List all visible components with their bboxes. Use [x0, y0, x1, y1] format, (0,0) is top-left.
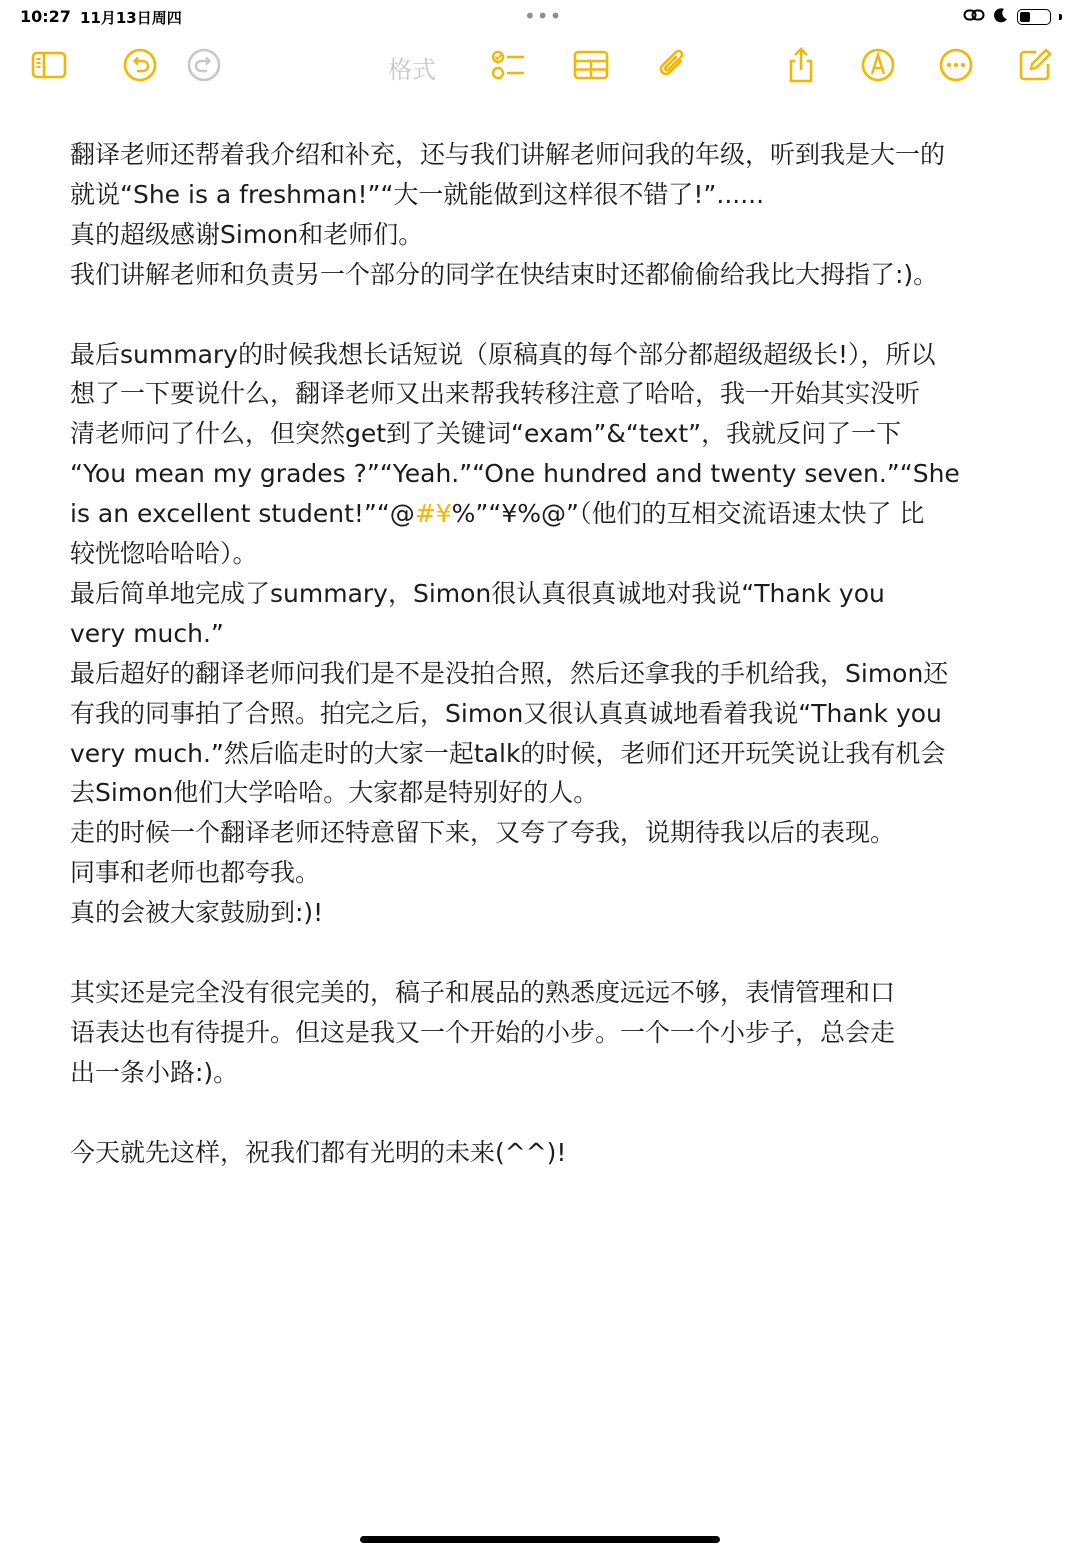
- note-line: 去Simon他们大学哈哈。大家都是特别好的人。: [70, 778, 599, 808]
- note-line: 走的时候一个翻译老师还特意留下来，又夸了夸我，说期待我以后的表现。: [70, 818, 896, 848]
- attachment-button[interactable]: [651, 40, 695, 90]
- redo-icon: [185, 46, 223, 84]
- compose-icon: [1016, 46, 1054, 84]
- home-indicator[interactable]: [360, 1536, 720, 1543]
- link-icon: [963, 7, 985, 27]
- table-button[interactable]: [569, 40, 613, 90]
- moon-icon: [993, 7, 1009, 27]
- share-icon: [782, 46, 820, 84]
- status-date: 11月13日周四: [80, 9, 182, 27]
- status-icons: [963, 7, 1062, 27]
- notes-toolbar: [0, 40, 1080, 92]
- undo-button[interactable]: [118, 40, 162, 90]
- blank-line: [70, 933, 1020, 973]
- note-line: 最后summary的时候我想长话短说（原稿真的每个部分都超级超级长!），所以: [70, 339, 936, 369]
- more-button[interactable]: [934, 40, 978, 90]
- sidebar-icon: [30, 46, 68, 84]
- blank-line: [70, 295, 1020, 335]
- status-bar: [0, 0, 1080, 34]
- note-line: 真的会被大家鼓励到:)!: [70, 898, 324, 928]
- note-line: 同事和老师也都夸我。: [70, 858, 321, 888]
- format-button[interactable]: 格式: [388, 56, 436, 84]
- note-line: 今天就先这样，祝我们都有光明的未来(^^)!: [70, 1137, 567, 1167]
- blank-line: [70, 1093, 1020, 1133]
- redo-button[interactable]: [182, 40, 226, 90]
- share-button[interactable]: [779, 40, 823, 90]
- note-line: 语表达也有待提升。但这是我又一个开始的小步。一个一个小步子，总会走: [70, 1017, 896, 1047]
- highlighted-symbols: #¥: [414, 499, 452, 529]
- status-time: 10:27: [20, 7, 71, 26]
- note-line: 最后超好的翻译老师问我们是不是没拍合照，然后还拿我的手机给我，Simon还: [70, 658, 949, 688]
- note-line: 出一条小路:)。: [70, 1057, 239, 1087]
- note-line: 有我的同事拍了合照。拍完之后，Simon又很认真真诚地看着我说“Thank you: [70, 698, 942, 728]
- note-body[interactable]: [70, 135, 1020, 1173]
- note-line: 就说“She is a freshman!”“大一就能做到这样很不错了!”......: [70, 179, 765, 209]
- checklist-button[interactable]: [486, 40, 530, 90]
- note-text: is an excellent student!”“@: [70, 499, 415, 529]
- note-line: [70, 494, 1020, 534]
- note-line: very much.”然后临走时的大家一起talk的时候，老师们还开玩笑说让我有机会: [70, 738, 946, 768]
- note-line: 较恍惚哈哈哈）。: [70, 539, 258, 569]
- checklist-icon: [489, 46, 527, 84]
- note-text: %”“¥%@”（他们的互相交流语速太快了 比: [451, 499, 925, 529]
- note-line: 想了一下要说什么，翻译老师又出来帮我转移注意了哈哈，我一开始其实没听: [70, 379, 921, 409]
- note-line: 最后简单地完成了summary，Simon很认真很真诚地对我说“Thank you: [70, 578, 885, 608]
- table-icon: [572, 46, 610, 84]
- note-line: 我们讲解老师和负责另一个部分的同学在快结束时还都偷偷给我比大拇指了:)。: [70, 259, 939, 289]
- note-line: 真的超级感谢Simon和老师们。: [70, 219, 424, 249]
- note-line: 其实还是完全没有很完美的，稿子和展品的熟悉度远远不够，表情管理和口: [70, 978, 896, 1007]
- compose-button[interactable]: [1013, 40, 1057, 90]
- battery-cap: [1059, 14, 1062, 20]
- markup-icon: [859, 46, 897, 84]
- note-line: “You mean my grades ?”“Yeah.”“One hundred and twenty seven.”“She: [70, 459, 960, 489]
- undo-icon: [121, 46, 159, 84]
- sidebar-button[interactable]: [27, 40, 71, 90]
- multitasking-menu[interactable]: •••: [524, 4, 563, 28]
- battery-icon: [1017, 9, 1051, 25]
- note-line: very much.”: [70, 618, 224, 648]
- note-line: 翻译老师还帮着我介绍和补充，还与我们讲解老师问我的年级，听到我是大一的: [70, 140, 946, 169]
- markup-button[interactable]: [856, 40, 900, 90]
- more-icon: [937, 46, 975, 84]
- attachment-icon: [654, 46, 692, 84]
- note-line: 清老师问了什么，但突然get到了关键词“exam”&“text”，我就反问了一下: [70, 419, 902, 449]
